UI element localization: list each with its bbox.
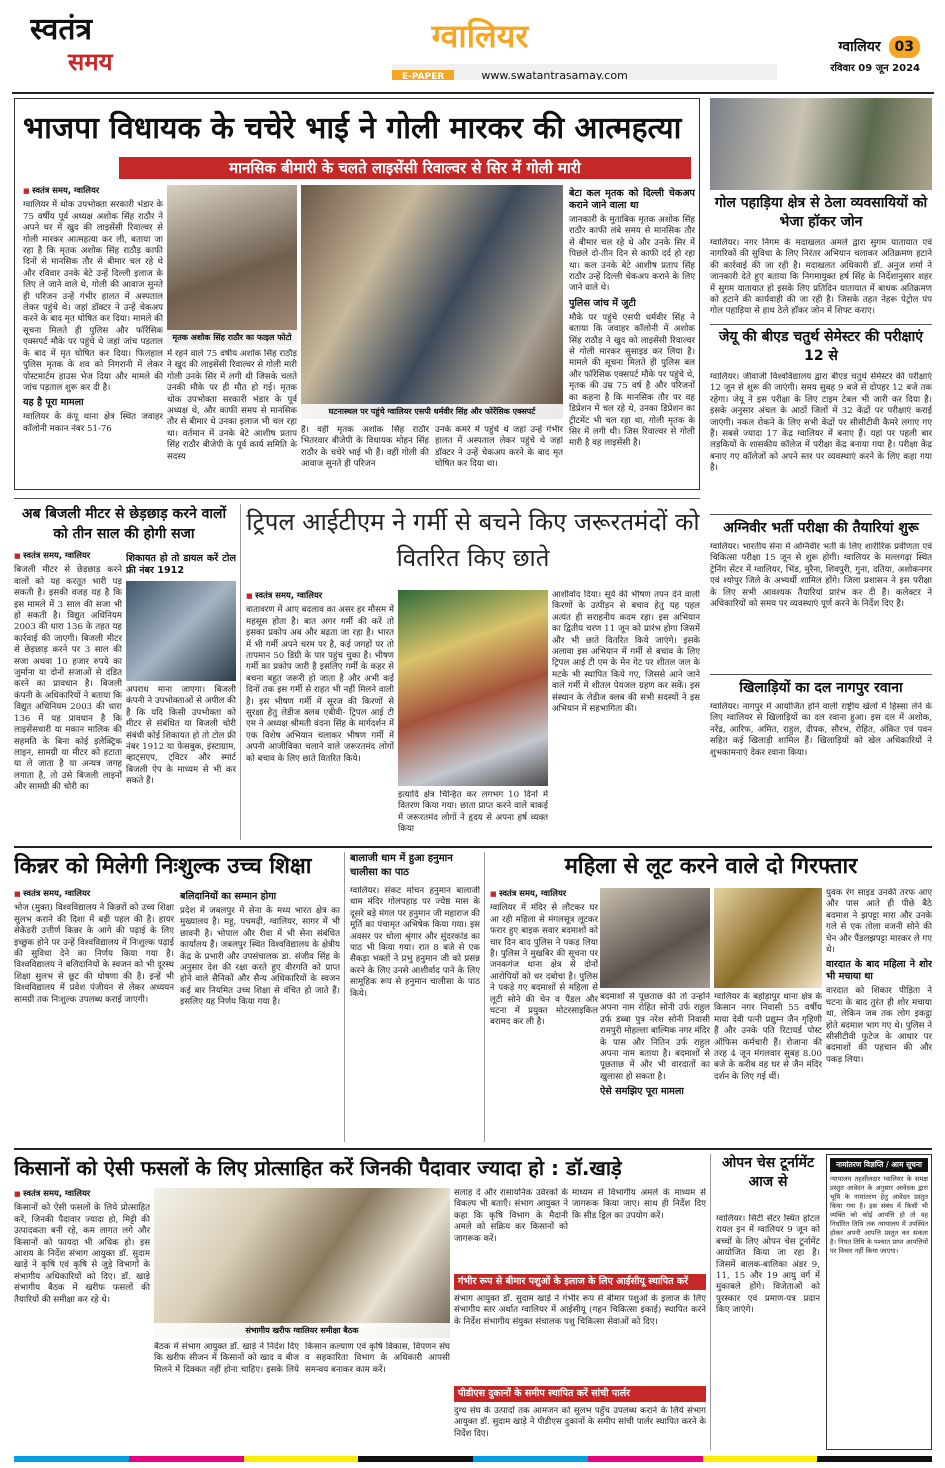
- electricity-byline: ■ स्वतंत्र समय, ग्वालियर: [14, 550, 122, 562]
- lead-col1-sub: यह है पूरा मामला: [23, 397, 84, 409]
- victim-photo: [167, 185, 297, 345]
- jewellery-photo: [714, 888, 822, 988]
- page-number: 03: [889, 36, 920, 58]
- farmers-sub: गंभीर रूप से बीमार पशुओं के इलाज के लिए आईसीयू स्थापित करें: [454, 1274, 706, 1290]
- robbery-side-text2: वारदात को शिकार पीड़िता ने घटना के बाद तुरंत ही शोर मचाया था, लेकिन जब तक लोग इकट्ठा होते बदमाश भाग गए थे। पुलिस ने सीसीटीवी फुटेज के आधार पर बदमाशों की पहचान की और पकड़ लिया।: [826, 986, 932, 1065]
- agniveer-headline: अग्निवीर भर्ती परीक्षा की तैयारियां शुरू: [723, 520, 919, 536]
- players-headline: खिलाड़ियों का दल नागपुर रवाना: [739, 680, 903, 696]
- farmers-col-5: संभाग आयुक्त डॉ. सुदाम खाड़े ने गंभीर रूप से बीमार पशुओं के इलाज के लिए संभागीय स्तर अर्थात ग्वालियर में आईसीयू (गहन चिकित्सा इकाई) स्थापित करने के निर्देश संभागीय संयुक्त संचालक पशु चिकित्सा सेवाओं को दिए।: [454, 1294, 706, 1327]
- kinnar-col-1: [14, 888, 174, 1142]
- farmers-byline: ■ स्वतंत्र समय, ग्वालियर: [14, 1188, 150, 1200]
- epaper-bar: [392, 64, 777, 80]
- logo-bottom: समय: [68, 47, 113, 76]
- jiwaji-headline: जेयू की बीएड चतुर्थ सेमेस्टर की परीक्षाएं 12 से: [719, 329, 923, 364]
- players-text: ग्वालियर। नागपुर में आयोजित होने वाली राष्ट्रीय खेलों में हिस्सा लेने के लिए ग्वालियर से खिलाड़ियों का दल रवाना हुआ। इस दल में अशोक, नरेंद्र, आरिफ, अमित, राहुल, दीपक, सौरभ, रोहित, अंकित एवं पवन सहित कई खिलाड़ी शामिल हैं। खिलाड़ियों को खेल अधिकारियों ने शुभकामनाएं देकर रवाना किया।: [710, 702, 932, 758]
- farmers-col-3: सलाह दें और रासायनिक उर्वरकों के विकल्प भी बताएँ। संभाग आयुक्त ने कहा कि कृषि विभाग के मैदानी अमले को सक्रिय कर किसानों को जागरूक करें।: [454, 1188, 568, 1244]
- lead-col-2: में रहने वाले 75 वर्षीय अशोक सिंह राठौड़ ने खुद की लाइसेंसी रिवाल्वर से गोली मारी गोली उनके सिर में लगी थी जिसके चलते उनकी मौके पर ही मौत हो गई। मृतक थोक उपभोक्ता सरकारी भंडार के पूर्व अध्यक्ष थे, और काफी समय से मानसिक तौर से बीमार थे उनका इलाज भी चल रहा था। वर्तमान में उनके बेटे आशीष प्रताप सिंह राठौर बीजेपी के पूर्व कार्य समिति के सदस्य: [167, 349, 297, 462]
- umbrella-caption: इत्यादि क्षेत्र चिन्हित कर लगभग 10 दिनों में वितरण किया गया। छाता प्राप्त करने वाले बाकई में जरूरतमंद लोगों ने हृदय से अपना हर्ष व्यक्त किया: [398, 790, 548, 835]
- lead-col1-text: ग्वालियर में थोक उपभोक्ता सरकारी भंडार के 75 वर्षीय पूर्व अध्यक्ष अशोक सिंह राठौर ने अपने घर में खुद की लाइसेंसी रिवाल्वर से गोली मारकर आत्महत्या कर ली, बताया जा रहा है कि मृतक अशोक सिंह राठौड़ काफी दिनों से मानसिक तौर से बीमार चल रहे थे और रविवार उनके बेटे उन्हें दिल्ली इलाज के लिए ले जाने वाले थे, गोली की आवाज सुनते ही परिजन उन्हें गंभीर हालत में अस्पताल लेकर पहुंचे थे। जहां डॉक्टर ने उन्हें चेकअप करने के बाद मृत घोषित कर दिया। मामले की सूचना मिलते ही पुलिस और फॉरेंसिक एक्सपर्ट मौके पर पहुंचे थे जहां जांच पड़ताल के बाद में मृत घोषित कर दिया। फिलहाल पुलिस मृतक के शव को निगरानी में लेकर पोस्टमार्टम हाउस भेज दिया और मामले की जांच पड़ताल शुरू कर दी है।: [23, 200, 163, 393]
- farmers-col-6: दुग्ध संघ के उत्पादों तक आमजन को सुलभ पहुँच उपलब्ध कराने के लिये संभाग आयुक्त डॉ. सुदाम खाड़े ने पीडीएस दुकानों के समीप सांची पार्लर स्थापित करने के निर्देश दिए।: [454, 1406, 706, 1439]
- jiwaji-text: ग्वालियर। जीवाजी विश्वविद्यालय द्वारा बीएड चतुर्थ सेमेस्टर की परीक्षाएं 12 जून से शुरू की जाएंगी। समय सुबह 9 बजे से दोपहर 12 बजे तक रहेगा। जेयू ने इस परीक्षा के लिए टाइम टेबल भी जारी कर दिया है। इसके अनुसार अंचल के आठों जिलों में 32 केंद्रों पर परीक्षाएं कराई जाएंगी। नकल रोकने के लिए सभी केंद्रों पर सीसीटीवी कैमरे लगाए गए हैं। सबसे ज्यादा 17 केंद्र ग्वालियर में बनाए हैं। यहां पर पहली बार लड़कियों के शासकीय कॉलेज में परीक्षा केंद्र बनाया गया है। परीक्षा केंद्र बनाए गए कॉलेजों को अपने स्तर पर व्यवस्थाएं करने के लिए कहा गया है।: [710, 372, 932, 474]
- iiitm-col-1: [246, 590, 394, 840]
- robbery-col-4: [826, 888, 932, 1142]
- electricity-sub: शिकायत हो तो डायल करें टोल फ्री नंबर 1912: [126, 553, 236, 576]
- farmers-col-2: बैठक में संभाग आयुक्त डॉ. खाड़े ने निर्देश दिए कि खरीफ सीजन में किसानों को खाद व बीज मिलने में दिक्कत नहीं होना चाहिए। इसके लिये किसान कल्याण एवं कृषि विकास, विपणन संघ व सहकारिता विभाग के अधिकारी आपसी समन्वय बनाकर काम करें।: [154, 1342, 450, 1375]
- masthead: [0, 0, 945, 90]
- chess-headline: ओपन चेस टूर्नामेंट आज से: [721, 1155, 815, 1190]
- lead-side-sub2: पुलिस जांच में जुटी: [569, 297, 636, 309]
- logo-top: स्वतंत्र: [30, 12, 93, 47]
- color-swatch-magenta-2: [588, 1456, 703, 1462]
- scene-photo-caption: घटनास्थल पर पहुंचे ग्वालियर एसपी धर्मवीर सिंह और फोरेंसिक एक्सपर्ट: [301, 404, 563, 419]
- lead-headline: भाजपा विधायक के चचेरे भाई ने गोली मारकर की आत्महत्या: [23, 111, 682, 146]
- iiitm-byline: ■ स्वतंत्र समय, ग्वालियर: [246, 590, 394, 602]
- color-swatch-black-2: [817, 1456, 932, 1462]
- lead-col1-tail: ग्वालियर के कंपू थाना क्षेत्र स्थित जवाहर कॉलोनी मकान नंबर 51-76: [23, 412, 163, 434]
- robbery-col-3: ग्वालियर के बहोड़ापुर थाना क्षेत्र के किसान नगर निवासी 55 वर्षीय माया देवी पत्नी प्रद्युम्न जैन गृहिणी हैं और उनके पति रिटायर्ड पोस्ट ऑफिस कर्मचारी हैं। रोजाना की तरह 4 जून मंगलवार सुबह 8.00 बजे के करीब वह घर से जैन मंदिर दर्शन के लिए गई थीं।: [714, 992, 822, 1082]
- lead-col-3: हैं। वहीं मृतक अशोक सिंह राठौर भितरवार बीजेपी के विधायक मोहन सिंह राठौर के चचेरे भाई भी हैं। वहीं गोली की आवाज सुनते ही परिजन: [301, 425, 429, 470]
- color-swatch-yellow: [244, 1456, 359, 1462]
- victim-photo-caption: मृतक अशोक सिंह राठौर का फाइल फोटो: [167, 330, 297, 345]
- kinnar-headline: किन्नर को मिलेगी निःशुल्क उच्च शिक्षा: [14, 854, 312, 879]
- hawker-headline: गोल पहाड़िया क्षेत्र से ठेला व्यवसायियों को भेजा हॉकर जोन: [714, 195, 928, 230]
- public-notice: [826, 1154, 932, 1450]
- kinnar-byline: ■ स्वतंत्र समय, ग्वालियर: [14, 888, 174, 900]
- lead-col-1: [23, 185, 163, 485]
- meter-photo: [126, 581, 236, 681]
- electricity-text2: अपराध माना जाएगा। बिजली कंपनी ने उपभोक्ताओं से अपील की है कि यदि किसी उपभोक्ता को मीटर से संबंधित या बिजली चोरी संबंधी कोई शिकायत हो तो टोल फ्री नंबर 1912 या फेसबुक, इंस्टाग्राम, व्हाट्सएप, ट्विटर और स्मार्ट बिजली ऐप के माध्यम से भी कर सकते हैं।: [126, 685, 236, 787]
- hawker-text: ग्वालियर। नगर निगम के मदाखलत अमले द्वारा सुगम यातायात एवं नागरिकों की सुविधा के लिए निरंतर अभियान चलाकर अतिक्रमण हटाने की कार्रवाई की जा रही है। मदाखलत अधिकारी डॉ. अनुज शर्मा ने जानकारी देते हुए बताया कि निगमायुक्त हर्ष सिंह के निर्देशानुसार शहर में सुगम यातायात हो इसके लिए प्रतिदिन यातायात में बाधक अतिक्रमण को हटाने की कार्यवाही की जा रही है। जिसके तहत नेहरू पेट्रोल पंप गोल पहाड़िया से हाथ ठेले हॉकर जोन में शिफ्ट कराए।: [710, 238, 932, 317]
- page-city: ग्वालियर: [838, 39, 881, 55]
- kinnar-col-2: [180, 888, 340, 1142]
- meeting-photo-caption: संभागीय खरीफ ग्वालियर समीक्षा बैठक: [154, 1323, 450, 1338]
- kinnar-sub: बलिदानियों का सम्मान होगा: [180, 891, 277, 902]
- robbery-text: ग्वालियर में मंदिर से लौटकर घर आ रही महिला से मंगलसूत्र लूटकर फरार हुए बाइक सवार बदमाशों को चार दिन बाद पुलिस ने पकड़ लिया है। पुलिस ने मुखबिर की सूचना पर जनकगंज थाना क्षेत्र से दोनों आरोपियों को धर दबोचा है। पुलिस ने पकड़े गए बदमाशों से महिला से लूटी सोने की चेन व पैंडल और घटना में प्रयुक्त मोटरसाइकिल बरामद कर ली है।: [490, 903, 598, 1028]
- kinnar-text: भोज (मुक्त) विश्वविद्यालय ने किन्नरों को उच्च शिक्षा सुलभ कराने की दिशा में बड़ी पहल की है। हायर सेकेंडरी उत्तीर्ण किन्नर के आगे की पढ़ाई के लिए इच्छुक होने पर उन्हें विश्वविद्यालय में निःशुल्क पढ़ाई की सुविधा देने का निर्णय किया गया है। विश्वविद्यालय ने बलिदानियों के स्वजन को भी दूरस्थ शिक्षा सुलभ से छूट की घोषणा की है। इन्हें भी विश्वविद्यालय में प्रवेश पंजीयन से लेकर अध्ययन सामग्री तक निःशुल्क उपलब्ध कराई जाएगी।: [14, 903, 174, 1005]
- print-color-bar: [14, 1456, 932, 1462]
- balaji-headline: बालाजी धाम में हुआ हनुमान चालीसा का पाठ: [350, 853, 453, 878]
- electricity-col-1: [14, 550, 122, 840]
- color-swatch-cyan-2: [473, 1456, 588, 1462]
- robbery-col-2: [600, 992, 710, 1142]
- scene-photo: [301, 185, 563, 419]
- lead-col-4: उनके कमरे में पहुंचे थे जहां उन्हें गंभीर हालत में अस्पताल लेकर पहुंचे थे जहां डॉक्टर ने उन्हें चेकअप करने के बाद मृत घोषित कर दिया था।: [435, 425, 563, 470]
- color-swatch-cyan: [14, 1456, 129, 1462]
- color-swatch-magenta: [129, 1456, 244, 1462]
- robbery-side-text: युवक रंग साइड उनकी तरफ आए और पास आते ही पीछे बैठे बदमाश ने झपट्टा मारा और उनके गले से एक तोला वजनी सोने की चेन और पैंडलझपट्टा मारकर ले गए थे।: [826, 888, 932, 956]
- agniveer-text: ग्वालियर। भारतीय सेना में अग्निवीर भर्ती के लिए शारीरिक प्रवीणता एवं चिकित्सा परीक्षा 15 जून से शुरू होगी। ग्वालियर के मल्लगढ़ा स्थित ट्रेनिंग सेंटर में ग्वालियर, भिंड, मुरैना, शिवपुरी, गुना, दतिया, अशोकनगर एवं श्योपुर जिले के अभ्यर्थी शामिल होंगे। जिला प्रशासन ने इस परीक्षा के लिए सभी आवश्यक तैयारियां प्रारंभ कर दी हैं। कलेक्टर ने अधिकारियों को समय पर व्यवस्थाएं पूर्ण करने के निर्देश दिए हैं।: [710, 542, 932, 610]
- farmers-col-4: माध्यम से विभागीय अमले के माध्यम से जागरूक किया जाए। साथ ही निर्देश दिए कि सीड ड्रिल का उपयोग करें।: [572, 1188, 706, 1221]
- hawker-photo: [710, 98, 932, 190]
- kinnar-text2: प्रदेश में जबलपुर में सेना के मध्य भारत क्षेत्र का मुख्यालय है। महू, पचमढ़ी, ग्वालियर, सागर में भी छावनी है। भोपाल और रीवा में भी सेना संबंधित कार्यालय हैं। जबलपुर स्थित विश्वविद्यालय के क्षेत्रीय केंद्र के प्रभारी और उपसंचालक डा. संजीव सिंह के अनुसार देश की रक्षा करते हुए वीरगति को प्राप्त होने वाले सैनिकों और सैन्य अधिकारियों के स्वजन कई बार नियमित उच्च शिक्षा से वंचित हो जाते हैं। इसलिए यह निर्णय किया गया है।: [180, 906, 340, 1008]
- color-swatch-yellow-2: [703, 1456, 818, 1462]
- electricity-headline: अब बिजली मीटर से छेड़छाड़ करने वालों को तीन साल की होगी सजा: [21, 506, 227, 542]
- robbery-col-1: [490, 888, 598, 1142]
- accused-photo: [600, 888, 710, 988]
- farmers-text: किसानों को ऐसी फसलों के लिये प्रोत्साहित करें, जिनकी पैदावार ज्यादा हो, मिट्टी की उत्पादकता बनी रहे, कम लागत लगे और किसानों को फायदा भी अधिक हो। इस आशय के निर्देश संभाग आयुक्त डॉ. सुदाम खाड़े ने कृषि एवं कृषि से जुड़े विभागों के संभागीय अधिकारियों को दिए। डॉ. खाड़े संभागीय बैठक में खरीफ फसलों की तैयारियों की समीक्षा कर रहे थे।: [14, 1203, 150, 1305]
- electricity-col-2: [126, 550, 236, 840]
- robbery-side-sub: वारदात के बाद महिला ने शोर भी मचाया था: [826, 959, 932, 983]
- robbery-headline: महिला से लूट करने वाले दो गिरफ्तार: [564, 854, 858, 879]
- meeting-photo: [154, 1188, 450, 1338]
- city-title: ग्वालियर: [431, 17, 529, 55]
- robbery-text2: बदमाशों से पूछताछ की तो उन्होंने अपना नाम रोहित सोनी उर्फ राहुल उर्फ डब्बा पुत्र नरेश सोनी निवासी रामपुरी मोहल्ला बाल्मिक नगर मंदिर के पास और नितिन उर्फ राहुल अपना नाम बताया है। बदमाशों से पूछताछ में और भी वारदातों का खुलासा हो सकता है।: [600, 992, 710, 1082]
- robbery-byline: ■ स्वतंत्र समय, ग्वालियर: [490, 888, 598, 900]
- lead-side-text1: जानकारी के मुताबिक मृतक अशोक सिंह राठौर काफी लंबे समय से मानसिक तौर से बीमार चल रहे थे और उनके सिर में पिछले दो-तीन दिन से काफी दर्द हो रहा था। कल उनके बेटे आशीष प्रताप सिंह राठौर उन्हें दिल्ली चेकअप कराने के लिए जाने वाले थे।: [569, 215, 695, 294]
- lead-byline: ■ स्वतंत्र समय, ग्वालियर: [23, 185, 163, 197]
- farmers-headline: किसानों को ऐसी फसलों के लिए प्रोत्साहित करें जिनकी पैदावार ज्यादा हो : डॉ.खाड़े: [14, 1156, 622, 1180]
- farmers-col-1: [14, 1188, 150, 1450]
- iiitm-headline: ट्रिपल आईटीएम ने गर्मी से बचने किए जरूरतमंदों को वितरित किए छाते: [246, 508, 700, 572]
- issue-date: रविवार 09 जून 2024: [830, 63, 920, 74]
- lead-side-text2: मौके पर पहुंचे एसपी धर्मवीर सिंह ने बताया कि जवाहर कॉलोनी में अशोक सिंह राठौड़ ने खुद को लाइसेंसी रिवाल्वर से गोली मारकर सुसाइड कर लिया है। मामले की सूचना मिलते ही पुलिस बल और फॉरेंसिक एक्सपर्ट मौके पर पहुंचे थे, मृतक की उम्र 75 वर्ष है और परिजनों का कहना है कि मानसिक तौर पर वह डिप्रेशन में चल रहे थे, उनका डिप्रेशन का ट्रीटमेंट भी चल रहा था, गोली मृतक के सिर में लगी थी। जिस रिवाल्वर से गोली मारी है वह लाइसेंसी है।: [569, 312, 695, 449]
- iiitm-text: वातावरण में आए बदलाव का असर हर मौसम में महसूस होता है। बात अगर गर्मी की करें तो इसका प्रकोप अब और बढ़ता जा रहा है। भारत में भी गर्मी अपने चरम पर है, कई जगहों पर तो तापमान 50 डिग्री के पार पहुंच चुका है। भीषण गर्मी का प्रकोप जारी है इसलिए गर्मी के कहर से बचना बहुत जरूरी हो जाता है और अभी कई दिनों तक इस गर्मी से राहत भी नहीं मिलने वाली है। इस भीषण गर्मी में सूरज की किरणों से सुरक्षा हेतु लेडीज क्लब एबीवी- ट्रिपल आई टी एम ने अध्यक्ष श्रीमती वंदना सिंह के मार्गदर्शन में एक विशेष अभियान चलाकर भीषण गर्मी में अपनी आजीविका चलाने वाले जरूरतमंद लोगों को बचाव के लिए छाते वितरित किये।: [246, 605, 394, 764]
- balaji-text: ग्वालियर। संकट मोचन हनुमान बालाजी धाम मंदिर गोलपहाड़ पर ज्येष्ठ मास के दूसरे बड़े मंगल पर हनुमान जी महाराज की मूर्ति का पंचामृत अभिषेक किया गया। इस अवसर पर चोला श्रृंगार और सुंदरकांड का पाठ भी किया गया। रात 8 बजे से एक सैकड़ा भक्तों ने प्रभु हनुमान जी को प्रसन्न करने के लिए उनसे आशीर्वाद पाने के लिए सामूहिक रूप से हनुमान चालीसा के पाठ किये।: [350, 886, 480, 999]
- lead-col-side: [569, 185, 695, 485]
- iiitm-col-3: आशीर्वाद दिया। सूर्य की भीषण तपन देने वाली किरणों के उत्पीड़न से बचाव हेतु यह पहल अत्यंत ही सराहनीय कदम रहा। इस अभियान का द्वितीय चरण 11 जून को प्रारंभ होगा जिसमें और भी छाते वितरित किये जाएंगे। इसके अलावा इस अभियान में गर्मी से बचाव के लिए ट्रिपल आई टी एम के मेन गेट पर शीतल जल के मटके भी स्थापित किये गए, जिससे आने जाने वाले गर्मी में शीतल पेयजल ग्रहण कर सकें। इस संस्थान के लेडीज क्लब की सभी सदस्यों ने इस अभियान में सहभागिता की।: [552, 590, 700, 715]
- page-info: [790, 36, 920, 86]
- farmers-sub2: पीडीएस दुकानों के समीप स्थापित करें सांची पार्लर: [454, 1386, 706, 1402]
- notice-title: नामांतरण विज्ञप्ति / आम सूचना: [830, 1158, 928, 1172]
- lead-side-sub1: बेटा कल मृतक को दिल्ली चेकअप कराने जाने वाला था: [569, 188, 695, 211]
- color-swatch-black: [358, 1456, 473, 1462]
- robbery-sub: ऐसे समझिए पूरा मामला: [600, 1086, 684, 1098]
- notice-text: न्यायालय तहसीलदार ग्वालियर के समक्ष प्रस्तुत आवेदन के अनुसार आवेदक द्वारा भूमि के नामांतरण हेतु आवेदन प्रस्तुत किया गया है। इस संबंध में किसी भी व्यक्ति को कोई आपत्ति हो तो वह निर्धारित तिथि तक न्यायालय में उपस्थित होकर अपनी आपत्ति प्रस्तुत कर सकता है। नियत तिथि के पश्चात प्राप्त आपत्तियों पर विचार नहीं किया जाएगा।: [830, 1175, 928, 1255]
- epaper-label: E-PAPER: [392, 70, 454, 80]
- lead-subhead: मानसिक बीमारी के चलते लाइसेंसी रिवाल्वर से सिर में गोली मारी: [119, 157, 691, 179]
- logo: [30, 12, 150, 86]
- lead-story: [14, 98, 700, 490]
- electricity-text: बिजली मीटर से छेड़छाड़ करने वालों को यह करतूत भारी पड़ सकती है। इसकी वजह यह है कि इस मामले में 3 साल की सजा भी हो सकती है। विद्युत अधिनियम 2003 की धारा 136 के तहत यह कार्रवाई की जाएगी। बिजली मीटर से छेड़छाड़ करने पर 3 साल की सजा अथवा 10 हजार रुपये का जुर्माना या दोनों सजाओं से दंडित करने का प्रावधान है। बिजली कंपनी के अधिकारियों ने बताया कि विद्युत अधिनियम 2003 की धारा 136 में यह प्रावधान है कि लाइसेंसधारी या मकान मालिक की सहमति के बिना कोई इलेक्ट्रिक लाइन, सामग्री या मीटर को हटाता या ले जाता है या अन्यत्र जगह लगाता है, तो उसे बिजली लाइनों और सामग्री की चोरी का: [14, 565, 122, 793]
- website-link[interactable]: www.swatantrasamay.com: [481, 69, 628, 80]
- chess-text: ग्वालियर। सिटी सेंटर स्थित होटल रायल इन में ग्वालियर 9 जून को बच्चों के लिए ओपन चेस टूर्नामेंट आयोजित किया जा रहा है। जिसमें बालक-बालिका अंडर 9, 11, 15 और 19 आयु वर्ग में मुकाबले होंगे। विजेताओं को पुरस्कार एवं प्रमाण-पत्र प्रदान किए जाएंगे।: [716, 1214, 820, 1316]
- umbrella-photo: [398, 590, 548, 786]
